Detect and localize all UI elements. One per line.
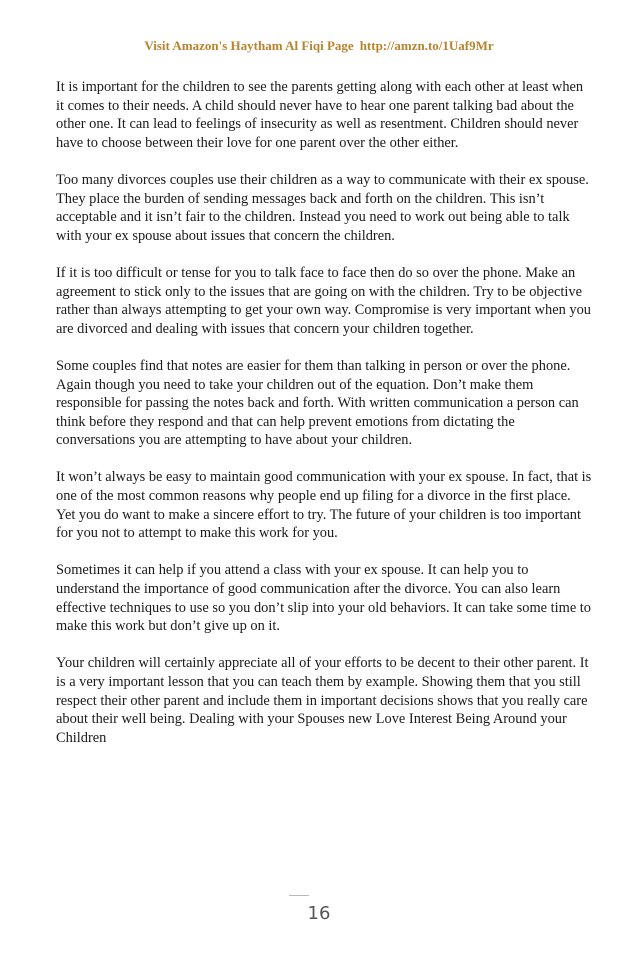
- footer-divider: [289, 895, 309, 896]
- header-visit-text: Visit Amazon's Haytham Al Fiqi Page: [144, 38, 354, 53]
- paragraph-3: If it is too difficult or tense for you to talk face to face then do so over the phone. Make an agreement to stick only to the issues that are going on with the children. Try to be objective rather than always attempting to get your own way. Compromise is very important when you are divorced and dealing with issues that concern your children together.: [56, 264, 592, 337]
- paragraph-5: It won’t always be easy to maintain good communication with your ex spouse. In fact, that is one of the most common reasons why people end up filing for a divorce in the first place. Yet you do want to make a sincere effort to try. The future of your children is too important for you not to attempt to make this work for you.: [56, 469, 592, 542]
- paragraph-1: It is important for the children to see the parents getting along with each other at least when it comes to their needs. A child should never have to hear one parent talking bad about the other one. It can lead to feelings of insecurity as well as resentment. Children should never have to choose between their love for one parent over the other either.: [56, 79, 584, 151]
- page-body: [56, 78, 592, 747]
- paragraph-6: Sometimes it can help if you attend a class with your ex spouse. It can help you to understand the importance of good communication after the divorce. You can also learn effective techniques to use so you don’t slip into your old behaviors. It can take some time to make this work but don’t give up on it.: [56, 562, 592, 635]
- paragraph-4: Some couples find that notes are easier for them than talking in person or over the phone. Again though you need to take your children out of the equation. Don’t make them responsible for passing the notes back and forth. With written communication a person can think before they respond and that can help prevent emotions from dictating the conversations you are attempting to have about your children.: [56, 357, 579, 449]
- header-url-link[interactable]: http://amzn.to/1Uaf9Mr: [359, 38, 494, 53]
- paragraph-2: Too many divorces couples use their children as a way to communicate with their ex spouse. They place the burden of sending messages back and forth on the children. This isn’t acceptable and it isn’t fair to the children. Instead you need to work out being able to talk with your ex spouse about issues that concern the children.: [56, 171, 589, 244]
- paragraph-7: Your children will certainly appreciate all of your efforts to be decent to their other parent. It is a very important lesson that you can teach them by example. Showing them that you still respect their other parent and include them in important decisions shows that you really care about their well being. Dealing with your Spouses new Love Interest Being Around your Children: [56, 655, 589, 746]
- page-header: [0, 38, 638, 54]
- page-number: 16: [307, 903, 331, 924]
